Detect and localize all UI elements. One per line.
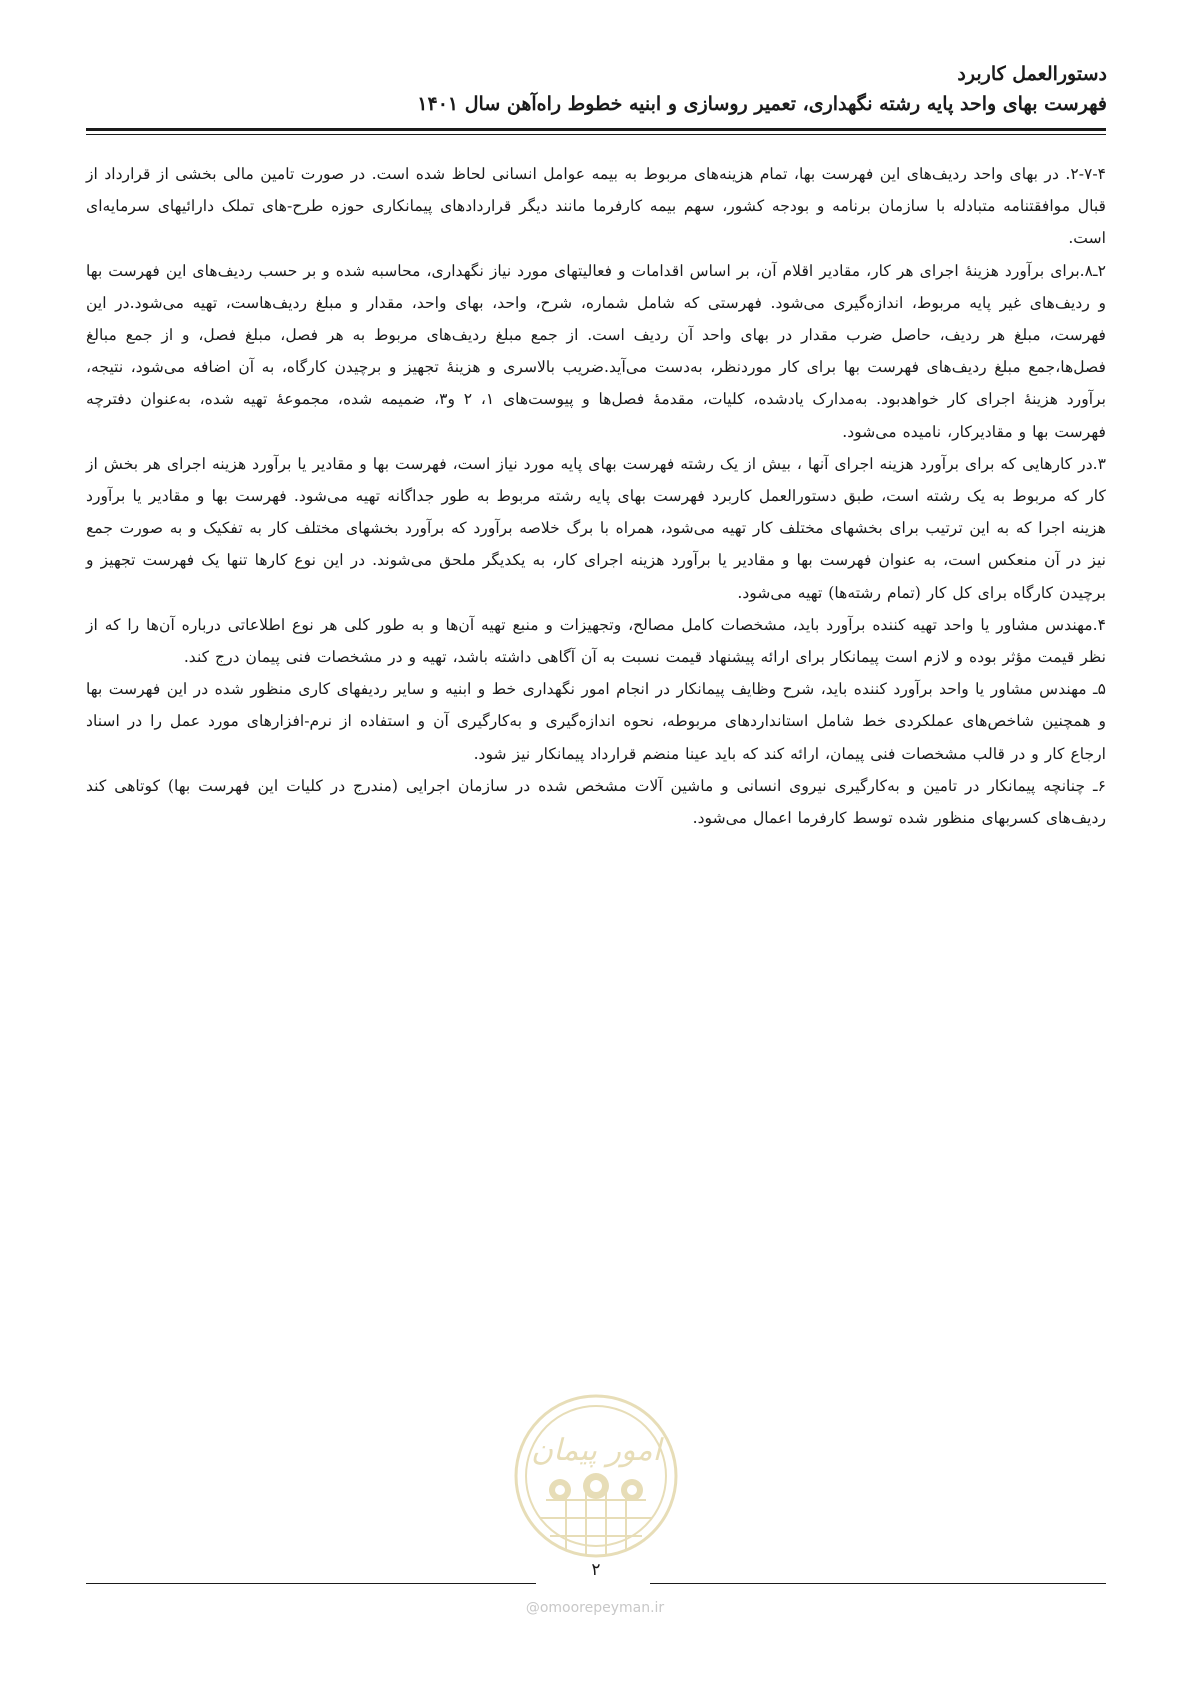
logo-text: امور پیمان xyxy=(531,1433,661,1468)
paragraph-6: ۶ـ چنانچه پیمانکار در تامین و به‌کارگیری نیروی انسانی و ماشین آلات مشخص شده در سازمان اجرایی (مندرج در کلیات این فهرست بها) کوتاهی کند ردیف‌های کسربهای منظور شده توسط کارفرما اعمال می‌شود. xyxy=(86,776,1106,828)
page-number: ۲ xyxy=(591,1560,601,1580)
page-header xyxy=(87,60,1107,118)
omoorepeyman-logo-icon xyxy=(510,1390,682,1562)
footer-rule-left xyxy=(86,1583,536,1584)
watermark-text: @omoorepeyman.ir xyxy=(525,1600,665,1616)
body-text xyxy=(86,158,1106,834)
header-title: دستورالعمل کاربرد xyxy=(957,63,1107,85)
header-rule-thin xyxy=(86,134,1106,135)
header-rule-thick xyxy=(86,128,1106,131)
paragraph-2-8: ۲ـ۸.برای برآورد هزینۀ اجرای هر کار، مقادیر اقلام آن، بر اساس اقدامات و فعالیتهای مورد نیاز نگهداری، محاسبه شده و بر حسب ردیف‌های این فهرست بها و ردیف‌های غیر پایه مربوط، اندازه‌گیری می‌شود. فهرستی که شامل شماره، شرح، واحد، بهای واحد، مقدار و مبلغ ردیف‌هاست، تهیه می‌شود.در این فهرست، مبلغ هر ردیف، حاصل ضرب مقدار در بهای واحد آن ردیف است. از جمع مبلغ ردیف‌های مربوط به هر فصل، مبلغ فصل، و از جمع مبالغ فصل‌ها،جمع مبلغ ردیف‌های فهرست بها برای کار موردنظر، به‌دست می‌آید.ضریب بالاسری و هزینۀ تجهیز و برچیدن کارگاه، به آن اضافه می‌شود، نتیجه، برآورد هزینۀ اجرای کار خواهدبود. به‌مدارک یادشده، کلیات، مقدمۀ فصل‌ها و پیوست‌های ۱، ۲ و۳، ضمیمه شده، مجموعۀ تهیه شده، به‌عنوان دفترچه فهرست بها و مقادیرکار، نامیده می‌شود. xyxy=(86,261,1107,441)
footer-rule-right xyxy=(650,1583,1106,1584)
paragraph-4: ۴.مهندس مشاور یا واحد تهیه کننده برآورد باید، مشخصات کامل مصالح، وتجهیزات و منبع تهیه آن‌ها و به طور کلی هر نوع اطلاعاتی درباره آن‌ها را که از نظر قیمت مؤثر بوده و لازم است پیمانکار برای ارائه پیشنهاد قیمت نسبت به آن آگاهی داشته باشد، تهیه و در مشخصات فنی پیمان درج کند. xyxy=(86,615,1106,667)
paragraph-2-7-4: ۲-۷-۴. در بهای واحد ردیف‌های این فهرست بها، تمام هزینه‌های مربوط به بیمه عوامل انسانی لحاظ شده است. در صورت تامین مالی بخشی از قرارداد از قبال موافقتنامه متبادله با سازمان برنامه و بودجه کشور، سهم بیمه کارفرما مانند دیگر قراردادهای پیمانکاری حوزه طرح-های تملک دارائیهای سرمایه‌ای است. xyxy=(86,165,1106,248)
paragraph-3: ۳.در کارهایی که برای برآورد هزینه اجرای آنها ، بیش از یک رشته فهرست بهای پایه مورد نیاز است، فهرست بها و مقادیر یا برآورد هزینه اجرای هر بخش از کار که مربوط به یک رشته است، طبق دستورالعمل کاربرد فهرست بهای پایه رشته مربوط به طور جداگانه تهیه می‌شود. فهرست بها و مقادیر یا برآورد هزینه اجرا که به این ترتیب برای بخشهای مختلف کار تهیه می‌شود، همراه با برگ خلاصه برآورد که برآورد بخشهای مختلف کار به تفکیک و به صورت جمع نیز در آن منعکس است، به عنوان فهرست بها و مقادیر یا برآورد هزینه اجرای کار، به یکدیگر ملحق می‌شوند. در این نوع کارها تنها یک فهرست تجهیز و برچیدن کارگاه برای کل کار (تمام رشته‌ها) تهیه می‌شود. xyxy=(86,454,1106,602)
header-subtitle: فهرست بهای واحد پایه رشته نگهداری، تعمیر روسازی و ابنیه خطوط راه‌آهن سال ۱۴۰۱ xyxy=(417,93,1107,115)
paragraph-5: ۵ـ مهندس مشاور یا واحد برآورد کننده باید، شرح وظایف پیمانکار در انجام امور نگهداری خط و ابنیه و سایر ردیفهای کاری منظور شده در این فهرست بها و همچنین شاخص‌های عملکردی خط شامل استانداردهای مربوطه، نحوه اندازه‌گیری و به‌کارگیری آن و استفاده از نرم-افزارهای مورد عمل را در اسناد ارجاع کار و در قالب مشخصات فنی پیمان، ارائه کند که باید عینا منضم قرارداد پیمانکار نیز شود. xyxy=(86,680,1106,763)
